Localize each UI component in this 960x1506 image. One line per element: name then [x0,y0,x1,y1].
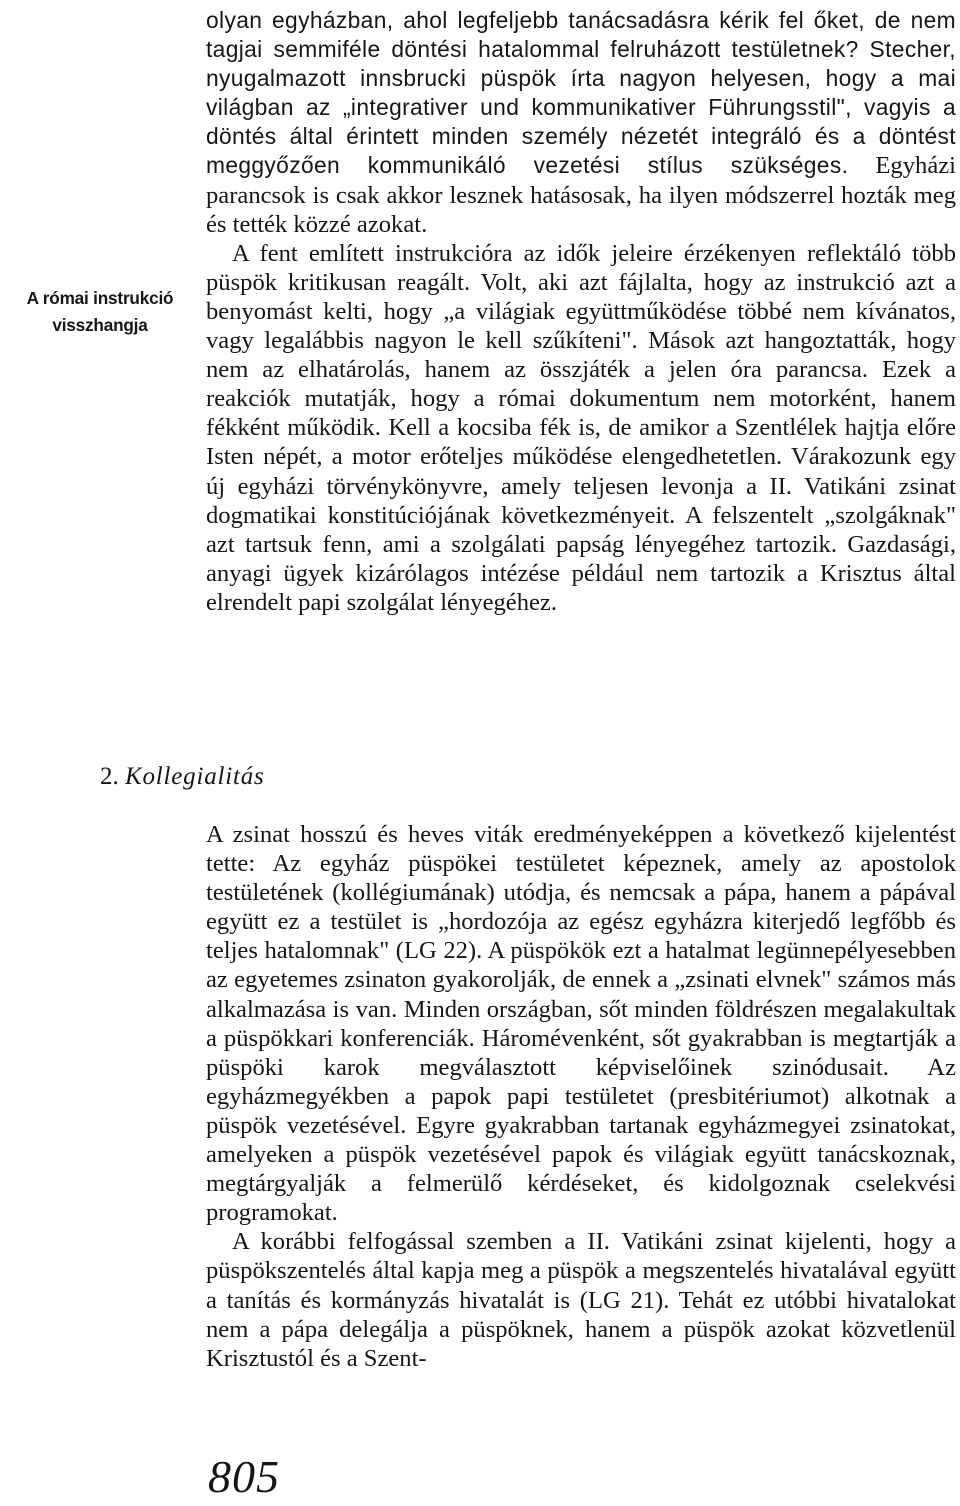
top-text-column [206,6,956,617]
section-title: Kollegialitás [125,763,265,790]
serif-text-run: Egyházi parancsok is csak akkor lesznek hatásosak, ha ilyen módszerrel hozták meg és tették közzé azokat. [206,152,956,238]
sans-text-run: olyan egyházban, ahol legfeljebb tanácsadásra kérik fel őket, de nem tagjai semmiféle döntési hatalommal felruházott testületnek? Stecher, nyugalmazott innsbrucki püspök írta nagyon helyesen, hogy a mai világban az „integrativer und kommunikativer Führungsstil", vagyis a döntés által érintett minden személy nézetét integráló és a döntést meggyőzően kommunikáló vezetési stílus szükséges. [206,7,956,179]
bottom-text-column [206,820,956,1373]
section-number: 2. [100,763,119,790]
margin-note [0,285,200,339]
margin-note-line-2: visszhangja [52,315,148,335]
paragraph-stecher [206,6,956,239]
paragraph-episcopal-ordination: A korábbi felfogással szemben a II. Vatikáni zsinat kijelenti, hogy a püspökszentelés által kapja meg a püspök a megszentelés hivatalával együtt a tanítás és kormányzás hivatalát is (LG 21). Tehát ez utóbbi hivatalokat nem a pápa delegálja a püspöknek, hanem a püspök azokat közvetlenül Krisztustól és a Szent- [206,1228,956,1372]
margin-note-line-1: A római instrukció [26,288,174,308]
paragraph-bishops-reaction: A fent említett instrukcióra az idők jeleire érzékenyen reflektáló több püspök kritikusan reagált. Volt, aki azt fájlalta, hogy az instrukció azt a benyomást kelti, hogy „a világiak együttműködése többé nem kívánatos, vagy legalábbis nagyon le kell szűkíteni". Mások azt hangoztatták, hogy nem az elhatárolás, hanem az összjáték a jelen óra parancsa. Ezek a reakciók mutatják, hogy a római dokumentum nem motorként, hanem fékként működik. Kell a kocsiba fék is, de amikor a Szentlélek hajtja előre Isten népét, a motor erőteljes működése elengedhetetlen. Várakozunk egy új egyházi törvénykönyvre, amely teljesen levonja a II. Vatikáni zsinat dogmatikai konstitúciójának következményeit. A felszentelt „szolgáknak" azt tartsuk fenn, ami a szolgálati papság lényegéhez tartozik. Gazdasági, anyagi ügyek kizárólagos intézése például nem tartozik a Krisztus által elrendelt papi szolgálat lényegéhez. [206,239,956,616]
paragraph-council: A zsinat hosszú és heves viták eredményeképpen a következő kijelentést tette: Az egyház püspökei testületet képeznek, amely az apostolok testületének (kollégiumának) utódja, és nemcsak a pápa, hanem a pápával együtt ez a testület is „hordozója az egész egyházra kiterjedő legfőbb és teljes hatalomnak" (LG 22). A püspökök ezt a hatalmat legünnepélyesebben az egyetemes zsinaton gyakorolják, de ennek a „zsinati elvnek" számos más alkalmazása is van. Minden országban, sőt minden földrészen megalakultak a püspökkari konferenciák. Háromévenként, sőt gyakrabban is megtartják a püspöki karok megválasztott képviselőinek szinódusait. Az egyházmegyékben a papok papi testületet (presbitériumot) alkotnak a püspök vezetésével. Egyre gyakrabban tartanak egyházmegyei zsinatokat, amelyeken a püspök vezetésével papok és világiak együtt tanácskoznak, megtárgyalják a felmerülő kérdéseket, és kidolgoznak cselekvési programokat. [206,821,956,1227]
section-heading [100,762,265,792]
page-number: 805 [208,1451,280,1502]
